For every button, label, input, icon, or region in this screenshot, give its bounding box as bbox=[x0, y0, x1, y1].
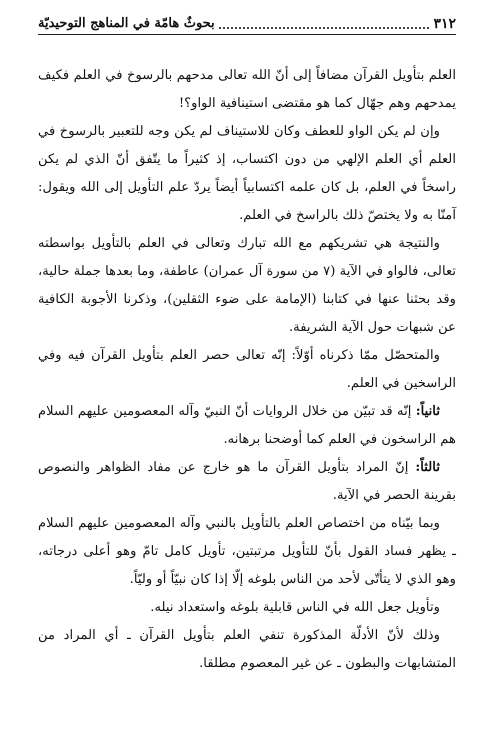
paragraph bbox=[38, 594, 456, 622]
paragraph-text: والنتيجة هي تشريكهم مع الله تبارك وتعالى في العلم بالتأويل بواسطته تعالى، فالواو في الآية (٧ من سورة آل عمران) عاطفة، وما بعدها جملة حالية، وقد بحثنا عنها في كتابنا (الإمامة على ضوء الثقلين)، وذكرنا الأجوبة الكافية عن شبهات حول الآية الشريفة. bbox=[38, 236, 456, 335]
paragraph-text: وتأويل جعل الله في الناس قابلية بلوغه واستعداد نيله. bbox=[150, 600, 440, 615]
paragraph-text: وإن لم يكن الواو للعطف وكان للاستيناف لم يكن وجه للتعبير بالرسوخ في العلم أي العلم الإلهي من دون اكتساب، إذ كثيراً ما يتّفق أنّ الذي لم يكن راسخاً في العلم، بل كان علمه اكتسابياً أيضاً يردّ علم التأويل إلى الله ويقول: آمنّا به ولا يختصّ ذلك بالراسخ في العلم. bbox=[38, 124, 456, 223]
paragraph bbox=[38, 622, 456, 678]
paragraph-text: إنّ المراد بتأويل القرآن ما هو خارج عن مفاد الظواهر والنصوص بقرينة الحصر في الآية. bbox=[38, 460, 456, 503]
paragraph-text: إنّه قد تبيّن من خلال الروايات أنّ النبيّ وآله المعصومين عليهم السلام هم الراسخون في العلم كما أوضحنا برهانه. bbox=[38, 404, 456, 447]
paragraph-lead: ثالثاً: bbox=[415, 460, 440, 475]
header-leader-dots bbox=[219, 27, 430, 29]
paragraph bbox=[38, 118, 456, 230]
paragraph bbox=[38, 510, 456, 594]
paragraph-text: وذلك لأنّ الأدلّة المذكورة تنفي العلم بتأويل القرآن ـ أي المراد من المتشابهات والبطون ـ عن غير المعصوم مطلقا. bbox=[38, 628, 456, 671]
paragraph-text: العلم بتأويل القرآن مضافاً إلى أنّ الله تعالى مدحهم بالرسوخ في العلم فكيف يمدحهم وهم جهّال كما هو مقتضى استينافية الواو؟! bbox=[38, 68, 456, 111]
page-number: ٣١٢ bbox=[433, 16, 456, 32]
paragraph bbox=[38, 62, 456, 118]
paragraph-text: وبما بيّناه من اختصاص العلم بالتأويل بالنبي وآله المعصومين عليهم السلام ـ يظهر فساد القول بأنّ للتأويل مرتبتين، تأويل كامل تامّ وهو أعلى درجاته، وهو الذي لا يتأتّى لأحد من الناس بلوغه إلّا إذا كان نبيّاً أو وليّاً. bbox=[38, 516, 456, 587]
page-header bbox=[38, 12, 456, 35]
paragraph bbox=[38, 342, 456, 398]
paragraph bbox=[38, 398, 456, 454]
paragraph bbox=[38, 230, 456, 342]
paragraph bbox=[38, 454, 456, 510]
paragraph-text: والمتحصّل ممّا ذكرناه أوّلاً: إنّه تعالى حصر العلم بتأويل القرآن فيه وفي الراسخين في العلم. bbox=[38, 348, 456, 391]
body-text bbox=[38, 62, 456, 678]
running-title: بحوثٌ هامّة في المناهج التوحيديّة bbox=[38, 16, 215, 31]
paragraph-lead: ثانياً: bbox=[415, 404, 440, 419]
